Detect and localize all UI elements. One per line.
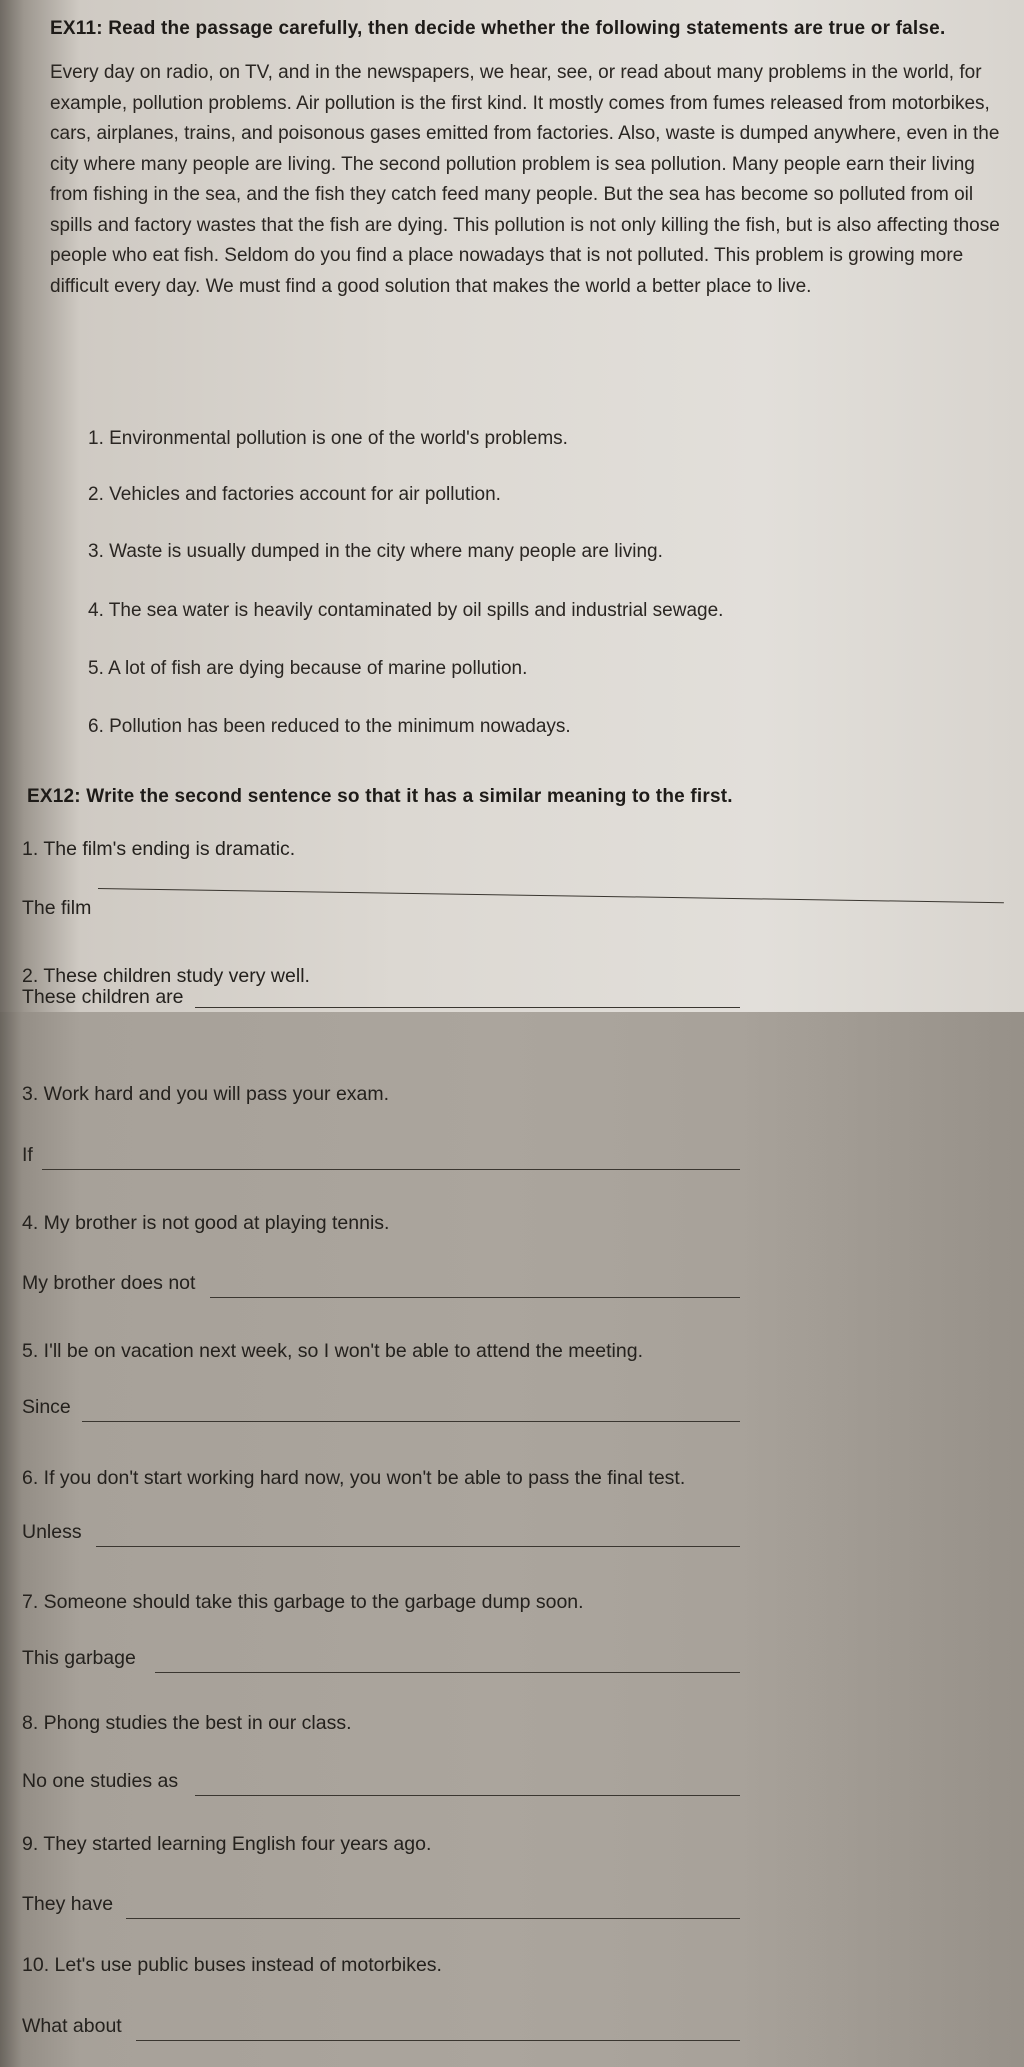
ex12-prompt-9: They have <box>22 1893 114 1915</box>
ex11-statement-1: 1. Environmental pollution is one of the world's problems. <box>88 428 568 449</box>
answer-line-3[interactable] <box>42 1169 740 1170</box>
answer-line-7[interactable] <box>155 1672 740 1673</box>
ex12-prompt-3: If <box>22 1144 33 1166</box>
ex12-prompt-8: No one studies as <box>22 1770 179 1792</box>
ex12-prompt-7: This garbage <box>22 1647 136 1669</box>
answer-line-5[interactable] <box>82 1421 740 1422</box>
ex12-prompt-2: These children are <box>22 986 184 1008</box>
ex11-statement-6: 6. Pollution has been reduced to the minimum nowadays. <box>88 716 571 737</box>
answer-line-9[interactable] <box>126 1918 740 1919</box>
answer-line-1[interactable] <box>98 888 1004 903</box>
ex12-sentence-7: 7. Someone should take this garbage to the garbage dump soon. <box>22 1591 584 1613</box>
answer-line-8[interactable] <box>195 1795 740 1796</box>
ex12-sentence-1: 1. The film's ending is dramatic. <box>22 838 296 860</box>
ex12-prompt-4: My brother does not <box>22 1272 196 1294</box>
ex11-heading: EX11: Read the passage carefully, then decide whether the following statements are true or false. <box>50 18 946 39</box>
ex12-prompt-1: The film <box>22 897 92 919</box>
ex12-heading: EX12: Write the second sentence so that it has a similar meaning to the first. <box>27 786 733 807</box>
ex11-passage: Every day on radio, on TV, and in the newspapers, we hear, see, or read about many problems in the world, for example, pollution problems. Air pollution is the first kind. It mostly comes from fumes released from motorbikes, cars, airplanes, trains, and poisonous gases emitted from factories. Also, waste is dumped anywhere, even in the city where many people are living. The second pollution problem is sea pollution. Many people earn their living from fishing in the sea, and the fish they catch feed many people. But the sea has become so polluted from oil spills and factory wastes that the fish are dying. This pollution is not only killing the fish, but is also affecting those people who eat fish. Seldom do you find a place nowadays that is not polluted. This problem is growing more difficult every day. We must find a good solution that makes the world a better place to live. <box>50 62 1000 297</box>
ex12-sentence-5: 5. I'll be on vacation next week, so I won't be able to attend the meeting. <box>22 1340 644 1362</box>
ex12-sentence-2: 2. These children study very well. <box>22 965 310 987</box>
ex11-statement-3: 3. Waste is usually dumped in the city where many people are living. <box>88 541 663 562</box>
ex11-statement-4: 4. The sea water is heavily contaminated by oil spills and industrial sewage. <box>88 600 724 621</box>
answer-line-10[interactable] <box>136 2040 740 2041</box>
ex12-sentence-3: 3. Work hard and you will pass your exam. <box>22 1083 390 1105</box>
ex11-statement-2: 2. Vehicles and factories account for air pollution. <box>88 484 501 505</box>
ex12-prompt-5: Since <box>22 1396 71 1418</box>
answer-line-6[interactable] <box>96 1546 740 1547</box>
ex12-sentence-6: 6. If you don't start working hard now, you won't be able to pass the final test. <box>22 1467 686 1489</box>
ex11-statement-5: 5. A lot of fish are dying because of marine pollution. <box>88 658 528 679</box>
ex12-sentence-10: 10. Let's use public buses instead of motorbikes. <box>22 1954 442 1976</box>
ex12-prompt-10: What about <box>22 2015 122 2037</box>
ex12-sentence-4: 4. My brother is not good at playing tennis. <box>22 1212 390 1234</box>
ex12-sentence-9: 9. They started learning English four years ago. <box>22 1833 432 1855</box>
ex12-prompt-6: Unless <box>22 1521 82 1543</box>
answer-line-2[interactable] <box>195 1007 740 1008</box>
ex12-sentence-8: 8. Phong studies the best in our class. <box>22 1712 352 1734</box>
answer-line-4[interactable] <box>210 1297 740 1298</box>
